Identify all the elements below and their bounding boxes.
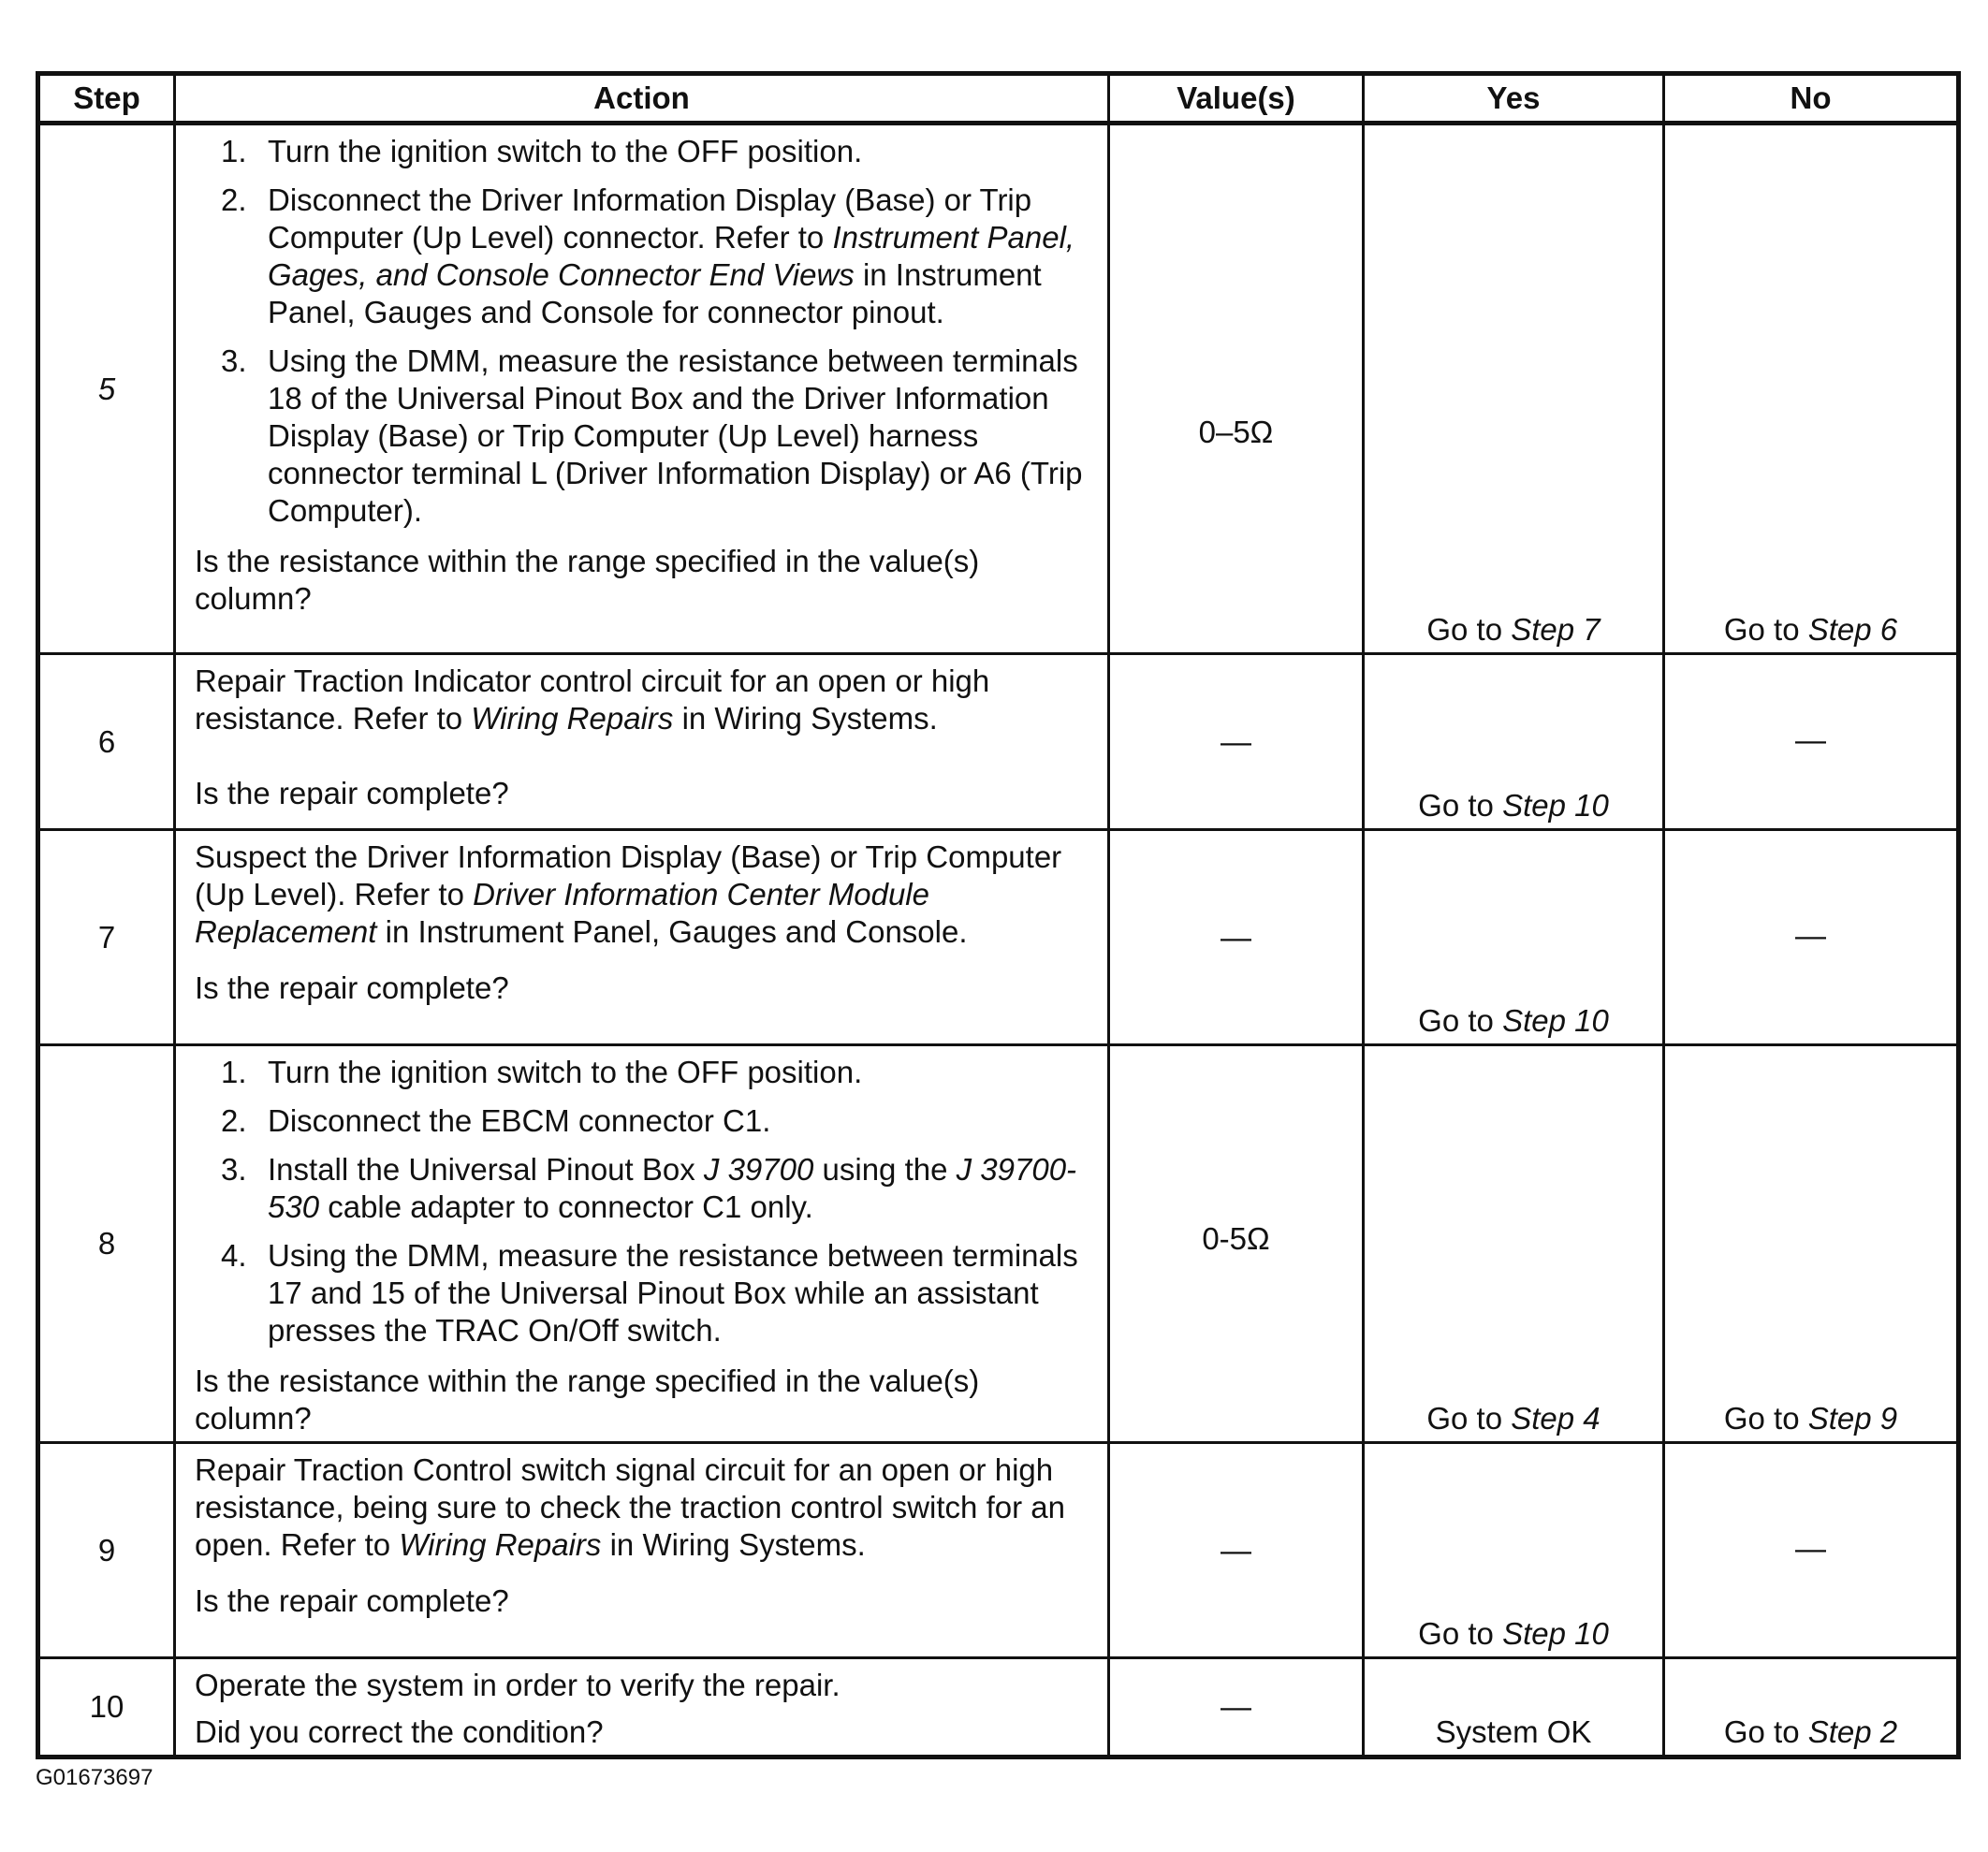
goto-step-link[interactable]: Step 10 xyxy=(1502,1616,1609,1651)
header-action: Action xyxy=(175,74,1109,124)
step-number: 10 xyxy=(38,1658,175,1757)
no-cell xyxy=(1664,1045,1959,1443)
action-question: Did you correct the condition? xyxy=(195,1714,604,1749)
goto-label: Go to xyxy=(1418,1616,1503,1651)
no-cell xyxy=(1664,1658,1959,1757)
action-item xyxy=(195,1054,1098,1091)
item-text: Turn the ignition switch to the OFF position. xyxy=(268,134,863,168)
item-number: 1. xyxy=(221,1055,247,1089)
header-no: No xyxy=(1664,74,1959,124)
item-text: cable adapter to connector C1 only. xyxy=(319,1189,813,1224)
yes-cell xyxy=(1364,1045,1664,1443)
item-text: Repair Traction Control switch signal circuit for an open or high resistance, being sure to check the traction control switch for an open. Refer to xyxy=(195,1452,1065,1562)
goto-label: Go to xyxy=(1723,612,1808,647)
action-item xyxy=(195,1151,1098,1226)
yes-cell xyxy=(1364,654,1664,830)
action-question: Is the repair complete? xyxy=(195,1583,509,1618)
no-cell: — xyxy=(1664,654,1959,830)
diagnostic-table xyxy=(36,71,1961,1759)
item-number: 4. xyxy=(221,1238,247,1273)
action-list xyxy=(195,133,1098,530)
action-text xyxy=(195,839,1098,951)
table-row-step-5 xyxy=(38,124,1959,654)
action-question: Is the resistance within the range specified in the value(s) column? xyxy=(195,1363,980,1436)
step-number xyxy=(38,124,175,654)
header-yes: Yes xyxy=(1364,74,1664,124)
table-row-step-8 xyxy=(38,1045,1959,1443)
item-text: Install the Universal Pinout Box xyxy=(268,1152,704,1187)
item-text: Disconnect the EBCM connector C1. xyxy=(268,1103,771,1138)
goto-step-link[interactable]: Step 9 xyxy=(1807,1401,1898,1436)
reference-link[interactable]: Wiring Repairs xyxy=(471,701,674,736)
action-list xyxy=(195,1054,1098,1349)
header-step: Step xyxy=(38,74,175,124)
step-number: 7 xyxy=(38,830,175,1045)
goto-step-link[interactable]: Step 2 xyxy=(1807,1714,1898,1749)
tool-reference: J 39700 xyxy=(703,1152,814,1187)
item-number: 1. xyxy=(221,134,247,168)
action-cell xyxy=(175,654,1109,830)
action-item xyxy=(195,1237,1098,1349)
action-item xyxy=(195,343,1098,530)
item-text: Using the DMM, measure the resistance between terminals 18 of the Universal Pinout Box and the Driver Information Display (Base) or Trip Computer (Up Level) harness connector terminal L (Driver Information Display) or A6 (Trip Computer). xyxy=(268,343,1083,528)
value-cell: — xyxy=(1109,1658,1364,1757)
tool-reference: J 39700-530 xyxy=(268,1152,1077,1224)
table-row-step-7 xyxy=(38,830,1959,1045)
item-text: in Wiring Systems. xyxy=(601,1527,866,1562)
action-cell xyxy=(175,1443,1109,1658)
no-cell xyxy=(1664,124,1959,654)
item-number: 3. xyxy=(221,343,247,378)
header-row xyxy=(38,74,1959,124)
item-text: Using the DMM, measure the resistance between terminals 17 and 15 of the Universal Pinout Box while an assistant presses the TRAC On/Off switch. xyxy=(268,1238,1078,1348)
table-row-step-10 xyxy=(38,1658,1959,1757)
action-question: Is the repair complete? xyxy=(195,970,509,1005)
yes-cell xyxy=(1364,1443,1664,1658)
step-number-text: 5 xyxy=(97,371,116,406)
item-text: Operate the system in order to verify the repair. xyxy=(195,1668,841,1702)
figure-id: G01673697 xyxy=(36,1765,153,1790)
step-number: 8 xyxy=(38,1045,175,1443)
yes-cell xyxy=(1364,830,1664,1045)
goto-label: Go to xyxy=(1426,1401,1512,1436)
goto-step-link[interactable]: Step 4 xyxy=(1511,1401,1601,1436)
goto-label: Go to xyxy=(1723,1401,1808,1436)
value-cell: 0–5Ω xyxy=(1109,124,1364,654)
action-item xyxy=(195,1102,1098,1140)
action-text xyxy=(195,1667,1098,1704)
item-text: Suspect the Driver Information Display (Base) or Trip Computer (Up Level). Refer to xyxy=(195,839,1062,911)
step-number: 6 xyxy=(38,654,175,830)
goto-label: Go to xyxy=(1723,1714,1808,1749)
reference-link[interactable]: Wiring Repairs xyxy=(399,1527,602,1562)
action-cell xyxy=(175,1045,1109,1443)
item-text: Disconnect the Driver Information Display (Base) or Trip Computer (Up Level) connector. Refer to xyxy=(268,182,1032,255)
value-cell: 0-5Ω xyxy=(1109,1045,1364,1443)
action-item xyxy=(195,133,1098,170)
goto-label: Go to xyxy=(1426,612,1512,647)
item-number: 2. xyxy=(221,1103,247,1138)
action-item xyxy=(195,182,1098,331)
goto-step-link[interactable]: Step 6 xyxy=(1807,612,1898,647)
value-cell: — xyxy=(1109,830,1364,1045)
yes-cell: System OK xyxy=(1364,1658,1664,1757)
item-text: using the xyxy=(813,1152,957,1187)
no-cell: — xyxy=(1664,830,1959,1045)
table-row-step-9 xyxy=(38,1443,1959,1658)
goto-label: Go to xyxy=(1418,788,1503,823)
action-cell xyxy=(175,1658,1109,1757)
item-text: in Wiring Systems. xyxy=(673,701,938,736)
item-text: in Instrument Panel, Gauges and Console. xyxy=(376,914,968,949)
header-values: Value(s) xyxy=(1109,74,1364,124)
reference-link[interactable]: Driver Information Center Module Replacement xyxy=(195,877,929,949)
step-number: 9 xyxy=(38,1443,175,1658)
value-cell: — xyxy=(1109,654,1364,830)
goto-step-link[interactable]: Step 10 xyxy=(1502,1003,1609,1038)
reference-link[interactable]: Instrument Panel, Gages, and Console Connector End Views xyxy=(268,220,1075,292)
no-cell: — xyxy=(1664,1443,1959,1658)
action-text xyxy=(195,663,1098,737)
table-row-step-6 xyxy=(38,654,1959,830)
item-text: Turn the ignition switch to the OFF position. xyxy=(268,1055,863,1089)
goto-step-link[interactable]: Step 10 xyxy=(1502,788,1609,823)
action-text xyxy=(195,1451,1098,1564)
action-question: Is the repair complete? xyxy=(195,776,509,810)
value-cell: — xyxy=(1109,1443,1364,1658)
item-number: 2. xyxy=(221,182,247,217)
item-text: Repair Traction Indicator control circuit for an open or high resistance. Refer to xyxy=(195,664,990,736)
action-question: Is the resistance within the range specified in the value(s) column? xyxy=(195,544,980,616)
yes-cell xyxy=(1364,124,1664,654)
item-text: in Instrument Panel, Gauges and Console for connector pinout. xyxy=(268,257,1042,329)
goto-label: Go to xyxy=(1418,1003,1503,1038)
item-number: 3. xyxy=(221,1152,247,1187)
action-cell xyxy=(175,124,1109,654)
goto-step-link[interactable]: Step 7 xyxy=(1511,612,1601,647)
action-cell xyxy=(175,830,1109,1045)
